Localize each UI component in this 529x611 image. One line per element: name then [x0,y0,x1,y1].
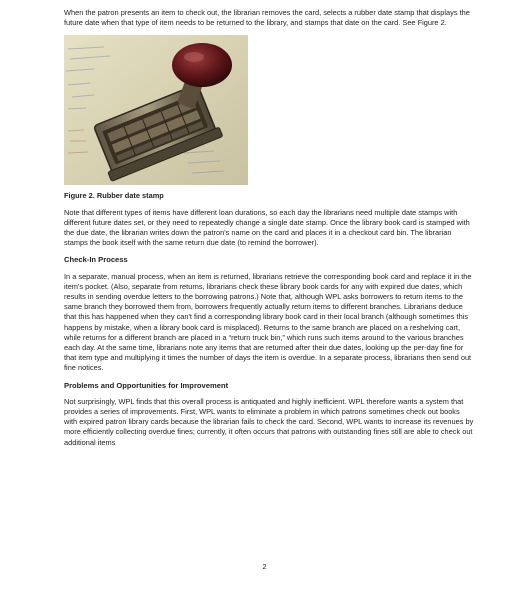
paragraph-note: Note that different types of items have different loan durations, so each day the librarians need multiple date stamps with different future dates set, or they need to repeatedly change a single date stamp. Once the library book card is stamped with the due date, the librarian writes down the patron's name on the card and places it in a checkout card bin. The librarian stamps the book itself with the same return due date (to remind the borrower). [64,207,470,248]
paragraph-checkin: In a separate, manual process, when an item is returned, librarians retrieve the corresponding book card and replace it in the item's pocket. (Also, separate from returns, librarians check these library book cards for any with expired due dates, which results in sending overdue letters to the borrowing patrons.) Note that, although WPL asks borrowers to return items to the same branch they borrowed them from, borrowers frequently actually return items to different branches. Librarians deduce that this has happened when they can't find a corresponding library book card in their local branch (although sometimes this happens by mistake, when a library book card is misplaced). Returns to the same branch are placed on a reshelving cart, while returns for a different branch are placed in a “return truck bin,” which runs such items around to the various branches each day. At the same time, librarians note any items that are returned after their due dates, looking up the per-day fine for that item type and multiplying it times the number of days the item is overdue. In a separate process, librarians then send out fine notices. [64,271,472,373]
heading-checkin-process: Check-In Process [64,255,128,265]
rubber-date-stamp-photo [64,35,248,185]
figure-caption: Figure 2. Rubber date stamp [64,191,164,201]
page-number: 2 [262,562,267,571]
page-content [64,8,474,455]
figure-rubber-date-stamp [64,35,248,185]
heading-problems-opportunities: Problems and Opportunities for Improvement [64,380,229,390]
paragraph-intro: When the patron presents an item to check out, the librarian removes the card, selects a rubber date stamp that displays the future date when that type of item needs to be returned to the library, and stamps that date on the card. See Figure 2. [64,8,470,28]
paragraph-problems: Not surprisingly, WPL finds that this overall process is antiquated and highly inefficient. WPL therefore wants a system that provides a series of improvements. First, WPL wants to eliminate a problem in which patrons sometimes check out books with expired patron library cards because the librarian fails to check the card. Second, WPL wants to increase its revenues by more efficiently collecting overdue fines; currently, it often occurs that patrons with outstanding fines still are able to check out additional items [64,396,474,447]
